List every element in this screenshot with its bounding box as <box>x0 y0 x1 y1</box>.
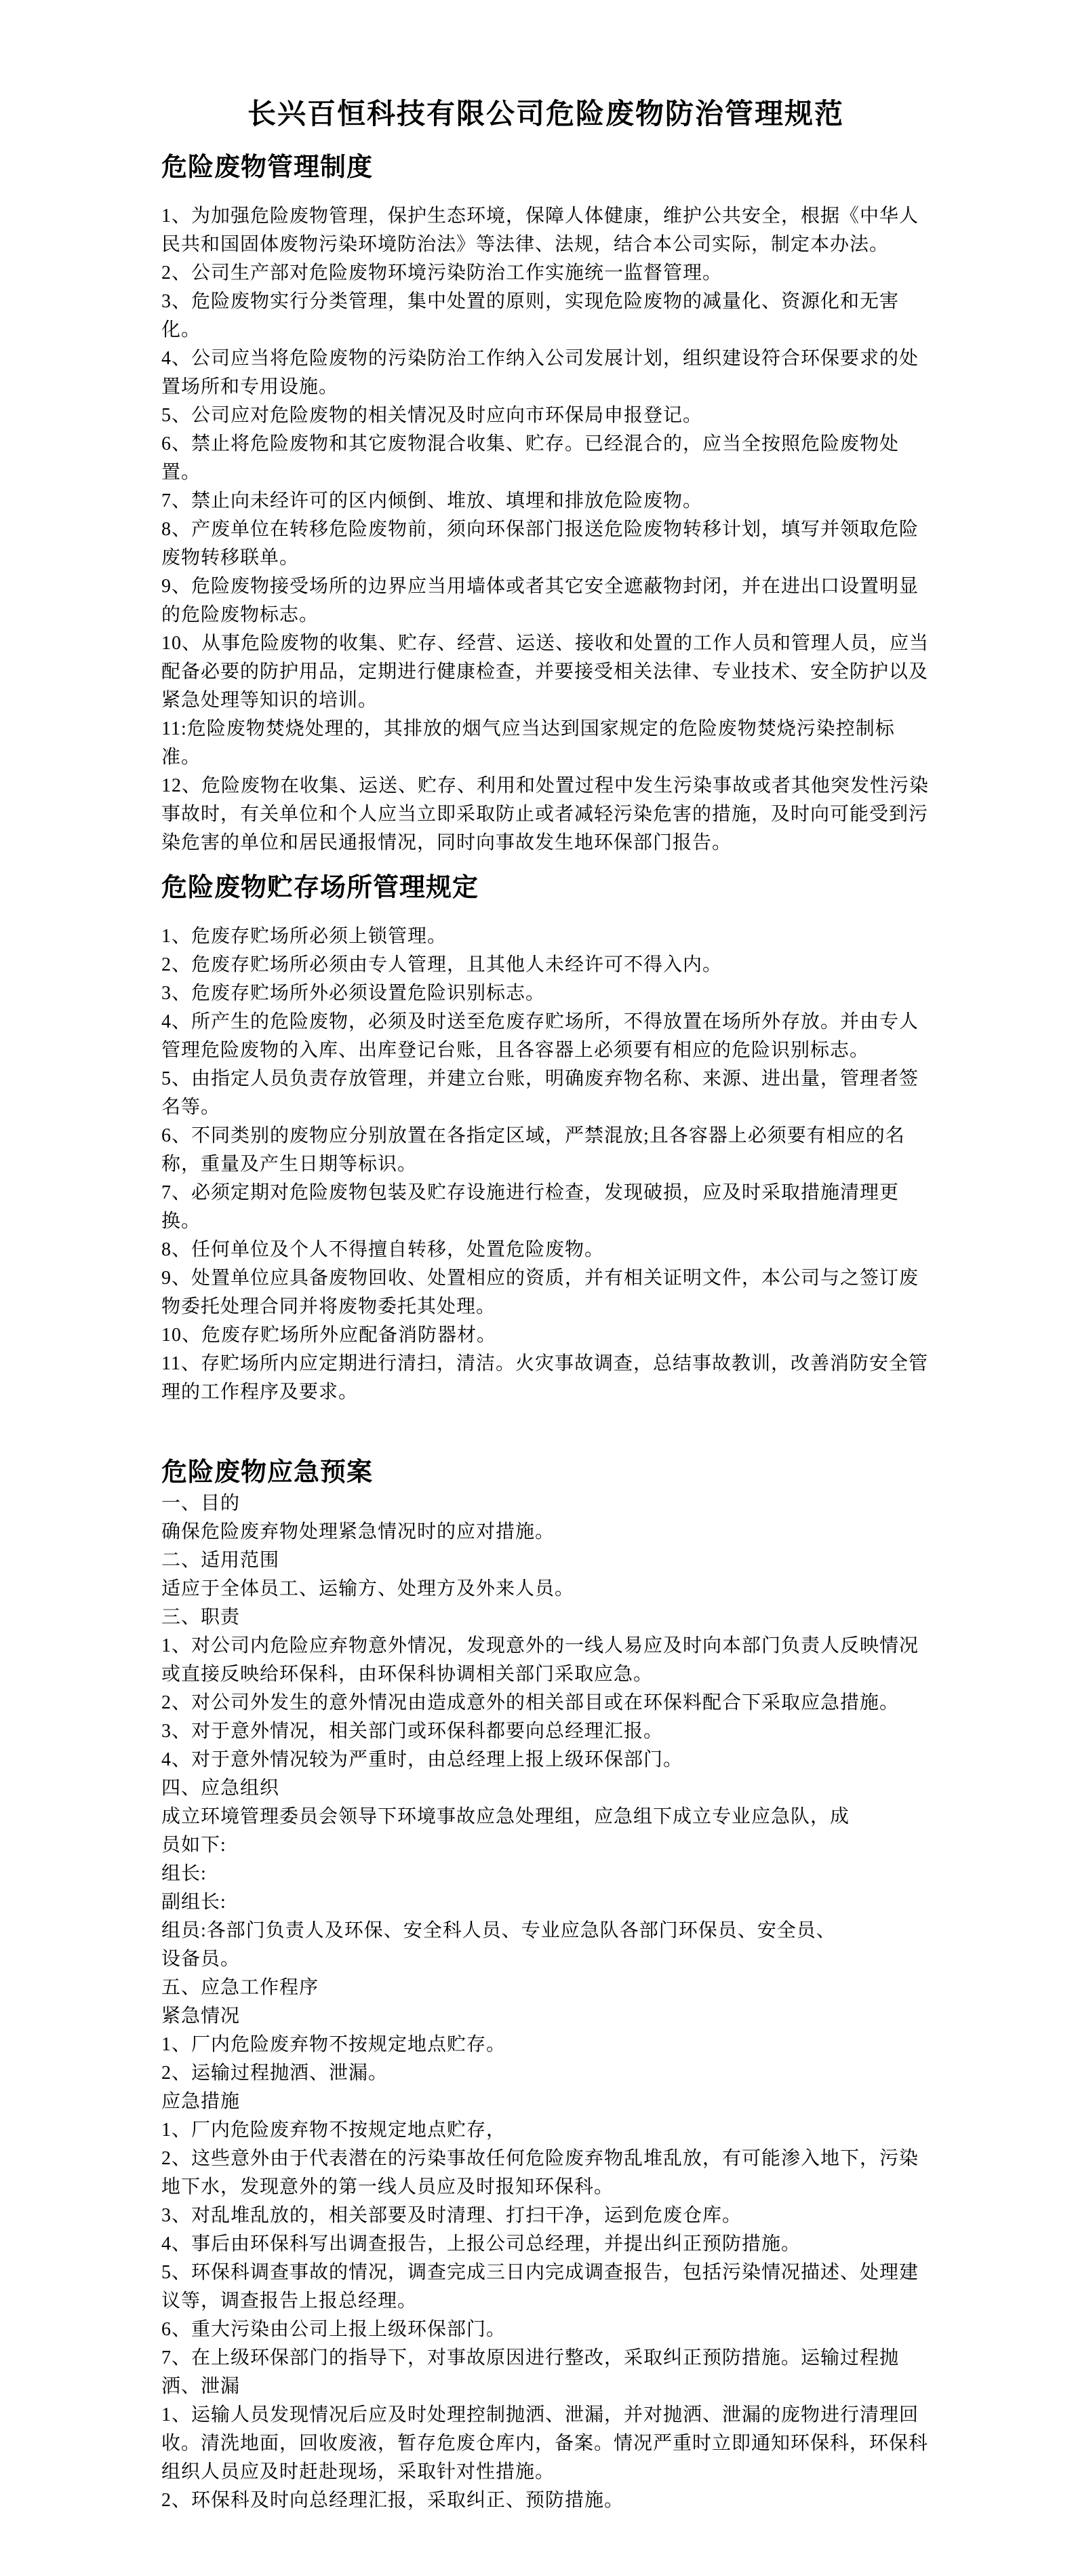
paragraph: 组长: <box>161 1863 207 1884</box>
paragraph: 12、危险废物在收集、运送、贮存、利用和处置过程中发生污染事故或者其他突发性污染事故时，有关单位和个人应当立即采取防止或者减轻污染危害的措施，及时向可能受到污染危害的单位和居民通报情况，同时向事故发生地环保部门报告。 <box>161 775 930 853</box>
paragraph: 设备员。 <box>161 1949 241 1970</box>
paragraph: 2、危废存贮场所必须由专人管理，且其他人未经许可不得入内。 <box>161 954 723 975</box>
section-emergency-plan <box>161 1456 930 2515</box>
paragraph: 7、在上级环保部门的指导下，对事故原因进行整改，采取纠正预防措施。运输过程抛洒、泄漏 <box>161 2347 900 2397</box>
paragraph: 3、危废存贮场所外必须设置危险识别标志。 <box>161 983 546 1004</box>
paragraph: 5、由指定人员负责存放管理，并建立台账，明确废弃物名称、来源、进出量，管理者签名等。 <box>161 1068 919 1118</box>
paragraph: 确保危险废弃物处理紧急情况时的应对措施。 <box>161 1521 555 1542</box>
paragraph: 2、运输过程抛酒、泄漏。 <box>161 2063 388 2084</box>
paragraph: 1、为加强危险废物管理，保护生态环境，保障人体健康，维护公共安全，根据《中华人民共和国固体废物污染环境防治法》等法律、法规，结合本公司实际，制定本办法。 <box>161 206 919 255</box>
section-heading-emergency-plan: 危险废物应急预案 <box>161 1458 374 1487</box>
paragraph: 1、厂内危险废弃物不按规定地点贮存， <box>161 2120 506 2141</box>
section-storage-site-rules <box>161 871 930 1407</box>
paragraph: 9、处置单位应具备废物回收、处置相应的资质，并有相关证明文件，本公司与之签订废物委托处理合同并将废物委托其处理。 <box>161 1268 919 1317</box>
section-heading-storage-site-rules: 危险废物贮存场所管理规定 <box>161 874 479 902</box>
section-heading-management-system: 危险废物管理制度 <box>161 153 374 182</box>
paragraph: 4、公司应当将危险废物的污染防治工作纳入公司发展计划，组织建设符合环保要求的处置场所和专用设施。 <box>161 348 919 397</box>
paragraph: 11、存贮场所内应定期进行清扫，清洁。火灾事故调查，总结事故教训，改善消防安全管理的工作程序及要求。 <box>161 1353 928 1403</box>
paragraph: 6、不同类别的废物应分别放置在各指定区域，严禁混放;且各容器上必须要有相应的名称，重量及产生日期等标识。 <box>161 1125 905 1175</box>
paragraph: 1、对公司内危险应弃物意外情况，发现意外的一线人易应及时向本部门负责人反映情况或直接反映给环保科，由环保科协调相关部门采取应急。 <box>161 1635 919 1685</box>
paragraph: 10、危废存贮场所外应配备消防器材。 <box>161 1325 497 1346</box>
paragraph: 9、危险废物接受场所的边界应当用墙体或者其它安全遮蔽物封闭，并在进出口设置明显的危险废物标志。 <box>161 576 919 625</box>
paragraph: 一、目的 <box>161 1493 241 1514</box>
paragraph: 3、对乱堆乱放的，相关部要及时清理、打扫干净，运到危废仓库。 <box>161 2205 742 2226</box>
section-waste-management-system <box>161 151 930 857</box>
paragraph: 紧急情况 <box>161 2006 241 2027</box>
paragraph: 7、禁止向未经许可的区内倾倒、堆放、填埋和排放危险废物。 <box>161 490 703 511</box>
document-title: 长兴百恒科技有限公司危险废物防治管理规范 <box>247 98 844 130</box>
paragraph: 4、事后由环保科写出调查报告，上报公司总经理，并提出纠正预防措施。 <box>161 2233 801 2255</box>
paragraph: 适应于全体员工、运输方、处理方及外来人员。 <box>161 1578 575 1599</box>
paragraph: 副组长: <box>161 1892 226 1913</box>
paragraph: 2、对公司外发生的意外情况由造成意外的相关部目或在环保料配合下采取应急措施。 <box>161 1692 900 1713</box>
paragraph: 4、对于意外情况较为严重时，由总经理上报上级环保部门。 <box>161 1749 683 1770</box>
paragraph: 4、所产生的危险废物，必须及时送至危废存贮场所，不得放置在场所外存放。并由专人管理危险废物的入库、出库登记台账，且各容器上必须要有相应的危险识别标志。 <box>161 1011 919 1061</box>
paragraph: 8、任何单位及个人不得擅自转移，处置危险废物。 <box>161 1239 605 1260</box>
paragraph: 三、职责 <box>161 1607 241 1628</box>
paragraph: 2、环保科及时向总经理汇报，采取纠正、预防措施。 <box>161 2490 624 2511</box>
paragraph: 组员:各部门负责人及环保、安全科人员、专业应急队各部门环保员、安全员、 <box>161 1920 836 1941</box>
paragraph: 四、应急组织 <box>161 1778 280 1799</box>
paragraph: 6、禁止将危险废物和其它废物混合收集、贮存。已经混合的，应当全按照危险废物处置。 <box>161 433 900 483</box>
paragraph: 7、必须定期对危险废物包装及贮存设施进行检查，发现破损，应及时采取措施清理更换。 <box>161 1182 900 1232</box>
paragraph: 5、公司应对危险废物的相关情况及时应向市环保局申报登记。 <box>161 405 703 426</box>
paragraph: 10、从事危险废物的收集、贮存、经营、运送、接收和处置的工作人员和管理人员，应当配备必要的防护用品，定期进行健康检查，并要接受相关法律、专业技术、安全防护以及紧急处理等知识的培训。 <box>161 633 930 711</box>
paragraph: 1、厂内危险废弃物不按规定地点贮存。 <box>161 2034 506 2055</box>
paragraph: 二、适用范围 <box>161 1550 280 1571</box>
paragraph: 6、重大污染由公司上报上级环保部门。 <box>161 2319 506 2340</box>
paragraph: 2、公司生产部对危险废物环境污染防治工作实施统一监督管理。 <box>161 262 723 284</box>
paragraph: 5、环保科调查事故的情况，调查完成三日内完成调查报告，包括污染情况描述、处理建议等，调查报告上报总经理。 <box>161 2262 919 2311</box>
paragraph: 1、运输人员发现情况后应及时处理控制抛洒、泄漏，并对抛洒、泄漏的庞物进行清理回收。清洗地面，回收废液，暂存危废仓库内，备案。情况严重时立即通知环保科，环保科组织人员应及时赶赴现场，采取针对性措施。 <box>161 2404 929 2482</box>
paragraph: 应急措施 <box>161 2091 241 2112</box>
paragraph: 员如下: <box>161 1835 226 1856</box>
paragraph: 1、危废存贮场所必须上锁管理。 <box>161 926 447 947</box>
paragraph: 成立环境管理委员会领导下环境事故应急处理组，应急组下成立专业应急队，成 <box>161 1806 850 1827</box>
paragraph: 8、产废单位在转移危险废物前，须向环保部门报送危险废物转移计划，填写并领取危险废物转移联单。 <box>161 519 919 568</box>
paragraph: 11:危险废物焚烧处理的，其排放的烟气应当达到国家规定的危险废物焚烧污染控制标准。 <box>161 718 895 768</box>
paragraph: 3、对于意外情况，相关部门或环保科都要向总经理汇报。 <box>161 1721 664 1742</box>
paragraph: 五、应急工作程序 <box>161 1977 319 1998</box>
paragraph: 3、危险废物实行分类管理，集中处置的原则，实现危险废物的减量化、资源化和无害化。 <box>161 291 900 340</box>
paragraph: 2、这些意外由于代表潜在的污染事故任何危险废弃物乱堆乱放，有可能渗入地下，污染地下水，发现意外的第一线人员应及时报知环保科。 <box>161 2148 919 2198</box>
